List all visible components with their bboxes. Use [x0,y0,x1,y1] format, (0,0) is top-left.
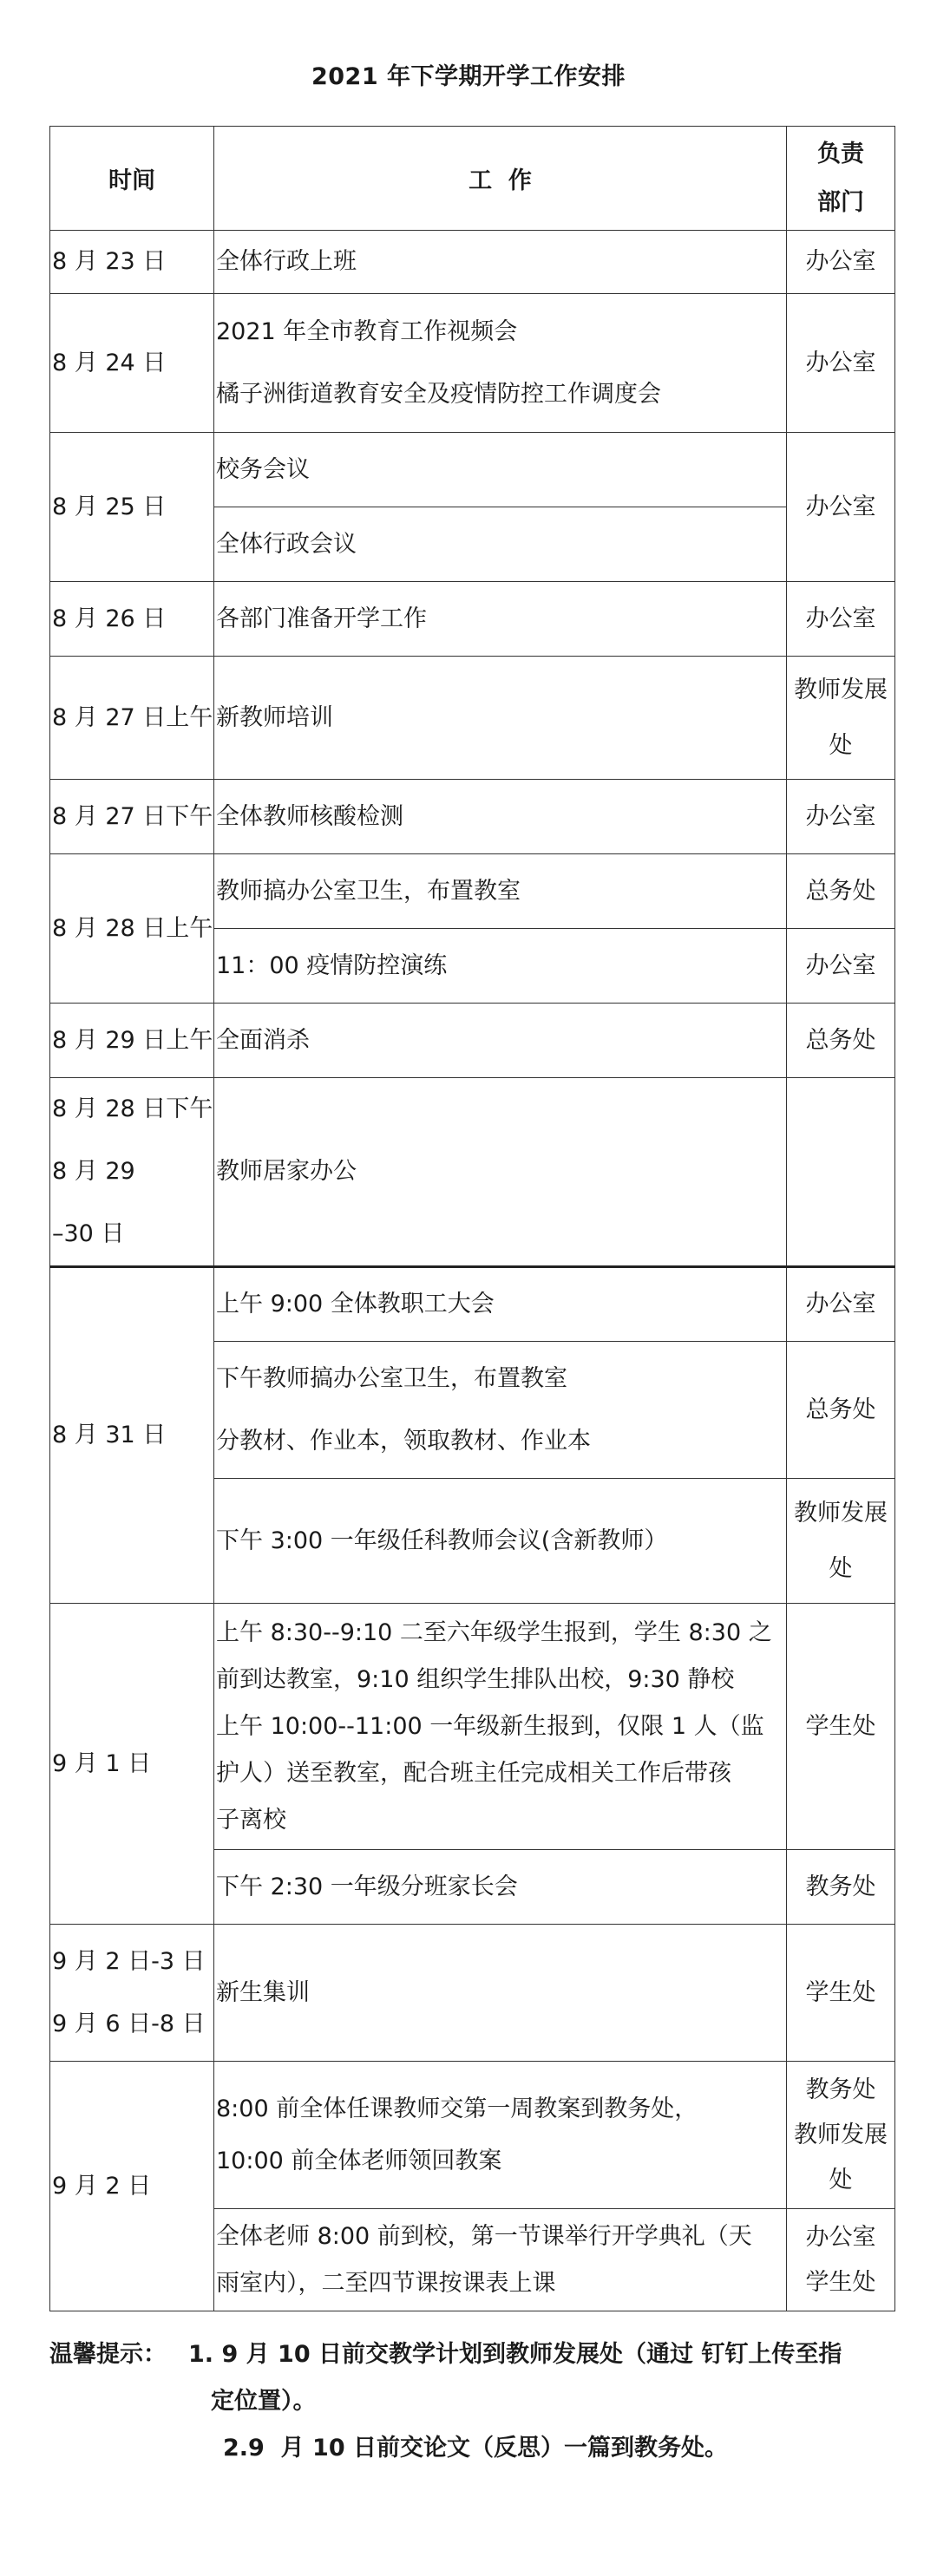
time-line: 9 月 2 日-3 日 [52,1947,206,1975]
tip-item-1 [49,2331,894,2425]
row-dept: 办公室 [787,294,895,433]
row-time: 8 月 26 日 [50,582,214,657]
dept-line: 处 [829,2166,853,2194]
header-dept [787,127,895,231]
work-line: 雨室内），二至四节课按课表上课 [216,2269,556,2297]
dept-line: 学生处 [805,2268,876,2296]
tip-text [188,2331,894,2425]
table-row [50,231,895,294]
row-work: 上午 9:00 全体教职工大会 [214,1267,787,1342]
tip-line: 1. 9 月 10 日前交教学计划到教师发展处（通过 钉钉上传至指 [188,2341,842,2368]
row-time: 9 月 1 日 [50,1604,214,1925]
row-dept: 办公室 [787,1267,895,1342]
work-line: 上午 10:00--11:00 一年级新生报到，仅限 1 人（监 [216,1712,764,1740]
time-line: 9 月 6 日-8 日 [52,2010,206,2037]
dept-line: 处 [829,731,853,759]
schedule-table [49,126,895,2311]
work-line: 8:00 前全体任课教师交第一周教案到教务处， [216,2095,698,2122]
work-line: 前到达教室，9:10 组织学生排队出校，9:30 静校 [216,1665,735,1693]
row-work: 各部门准备开学工作 [214,582,787,657]
table-row [50,657,895,780]
row-time: 8 月 23 日 [50,231,214,294]
work-line: 橘子洲街道教育安全及疫情防控工作调度会 [216,380,661,408]
time-line: 8 月 29 [52,1158,135,1185]
dept-line: 教师发展 [794,1499,888,1527]
header-dept-line: 负责 [817,140,864,167]
work-line: 子离校 [216,1806,286,1834]
row-work [214,2062,787,2209]
time-line: 8 月 28 日下午 [52,1095,213,1122]
row-work [214,1342,787,1479]
row-work: 全体教师核酸检测 [214,780,787,854]
work-line: 上午 8:30--9:10 二至六年级学生报到，学生 8:30 之 [216,1618,772,1646]
row-dept [787,657,895,780]
row-dept: 教务处 [787,1850,895,1925]
tips-section [49,2331,894,2472]
table-row [50,1604,895,1850]
work-line: 下午教师搞办公室卫生，布置教室 [216,1364,567,1392]
tip-item-2: 2.9 月 10 日前交论文（反思）一篇到教务处。 [223,2435,729,2462]
table-row [50,433,895,507]
row-work: 新生集训 [214,1925,787,2062]
table-row [50,1004,895,1078]
table-row [50,1267,895,1342]
row-work [214,294,787,433]
row-work: 新教师培训 [214,657,787,780]
row-dept: 办公室 [787,231,895,294]
row-time: 8 月 27 日下午 [50,780,214,854]
row-dept: 总务处 [787,854,895,929]
row-work [214,1604,787,1850]
row-work: 下午 2:30 一年级分班家长会 [214,1850,787,1925]
table-row [50,780,895,854]
row-dept: 总务处 [787,1004,895,1078]
header-dept-line: 部门 [817,188,864,216]
table-row [50,1078,895,1267]
row-time: 8 月 29 日上午 [50,1004,214,1078]
row-time: 8 月 24 日 [50,294,214,433]
row-dept: 学生处 [787,1604,895,1850]
header-work: 工 作 [214,127,787,231]
row-work: 11：00 疫情防控演练 [214,929,787,1004]
row-dept: 总务处 [787,1342,895,1479]
row-time: 8 月 25 日 [50,433,214,582]
table-row [50,294,895,433]
row-work: 下午 3:00 一年级任科教师会议(含新教师） [214,1479,787,1604]
row-work: 全体行政会议 [214,507,787,582]
row-time: 8 月 31 日 [50,1267,214,1604]
row-time: 8 月 27 日上午 [50,657,214,780]
row-dept [787,1479,895,1604]
row-dept: 办公室 [787,929,895,1004]
row-dept [787,2062,895,2209]
row-dept: 办公室 [787,780,895,854]
header-time: 时间 [50,127,214,231]
row-work: 教师搞办公室卫生，布置教室 [214,854,787,929]
table-row [50,854,895,929]
table-row [50,1925,895,2062]
time-line: –30 日 [52,1220,125,1247]
row-dept [787,2209,895,2311]
table-header-row [50,127,895,231]
row-time: 9 月 2 日 [50,2062,214,2311]
table-row [50,582,895,657]
row-work: 全面消杀 [214,1004,787,1078]
page-title: 2021 年下学期开学工作安排 [311,63,626,90]
work-line: 护人）送至教室，配合班主任完成相关工作后带孩 [216,1759,731,1787]
work-line: 全体老师 8:00 前到校，第一节课举行开学典礼（天 [216,2222,752,2250]
work-line: 2021 年全市教育工作视频会 [216,317,518,345]
row-time [50,1925,214,2062]
row-dept: 学生处 [787,1925,895,2062]
dept-line: 教务处 [805,2076,876,2103]
dept-line: 办公室 [805,2223,876,2251]
row-work [214,2209,787,2311]
row-time: 8 月 28 日上午 [50,854,214,1004]
row-work: 全体行政上班 [214,231,787,294]
dept-line: 处 [829,1554,853,1582]
table-row [50,2062,895,2209]
tips-label: 温馨提示： [49,2341,167,2368]
work-line: 10:00 前全体老师领回教案 [216,2147,502,2174]
dept-line: 教师发展 [794,2121,888,2148]
row-dept [787,1078,895,1267]
row-time [50,1078,214,1267]
work-line: 分教材、作业本，领取教材、作业本 [216,1427,591,1455]
row-dept: 办公室 [787,582,895,657]
tip-line: 定位置）。 [211,2388,317,2415]
row-dept: 办公室 [787,433,895,582]
row-work: 校务会议 [214,433,787,507]
dept-line: 教师发展 [794,676,888,703]
row-work: 教师居家办公 [214,1078,787,1267]
